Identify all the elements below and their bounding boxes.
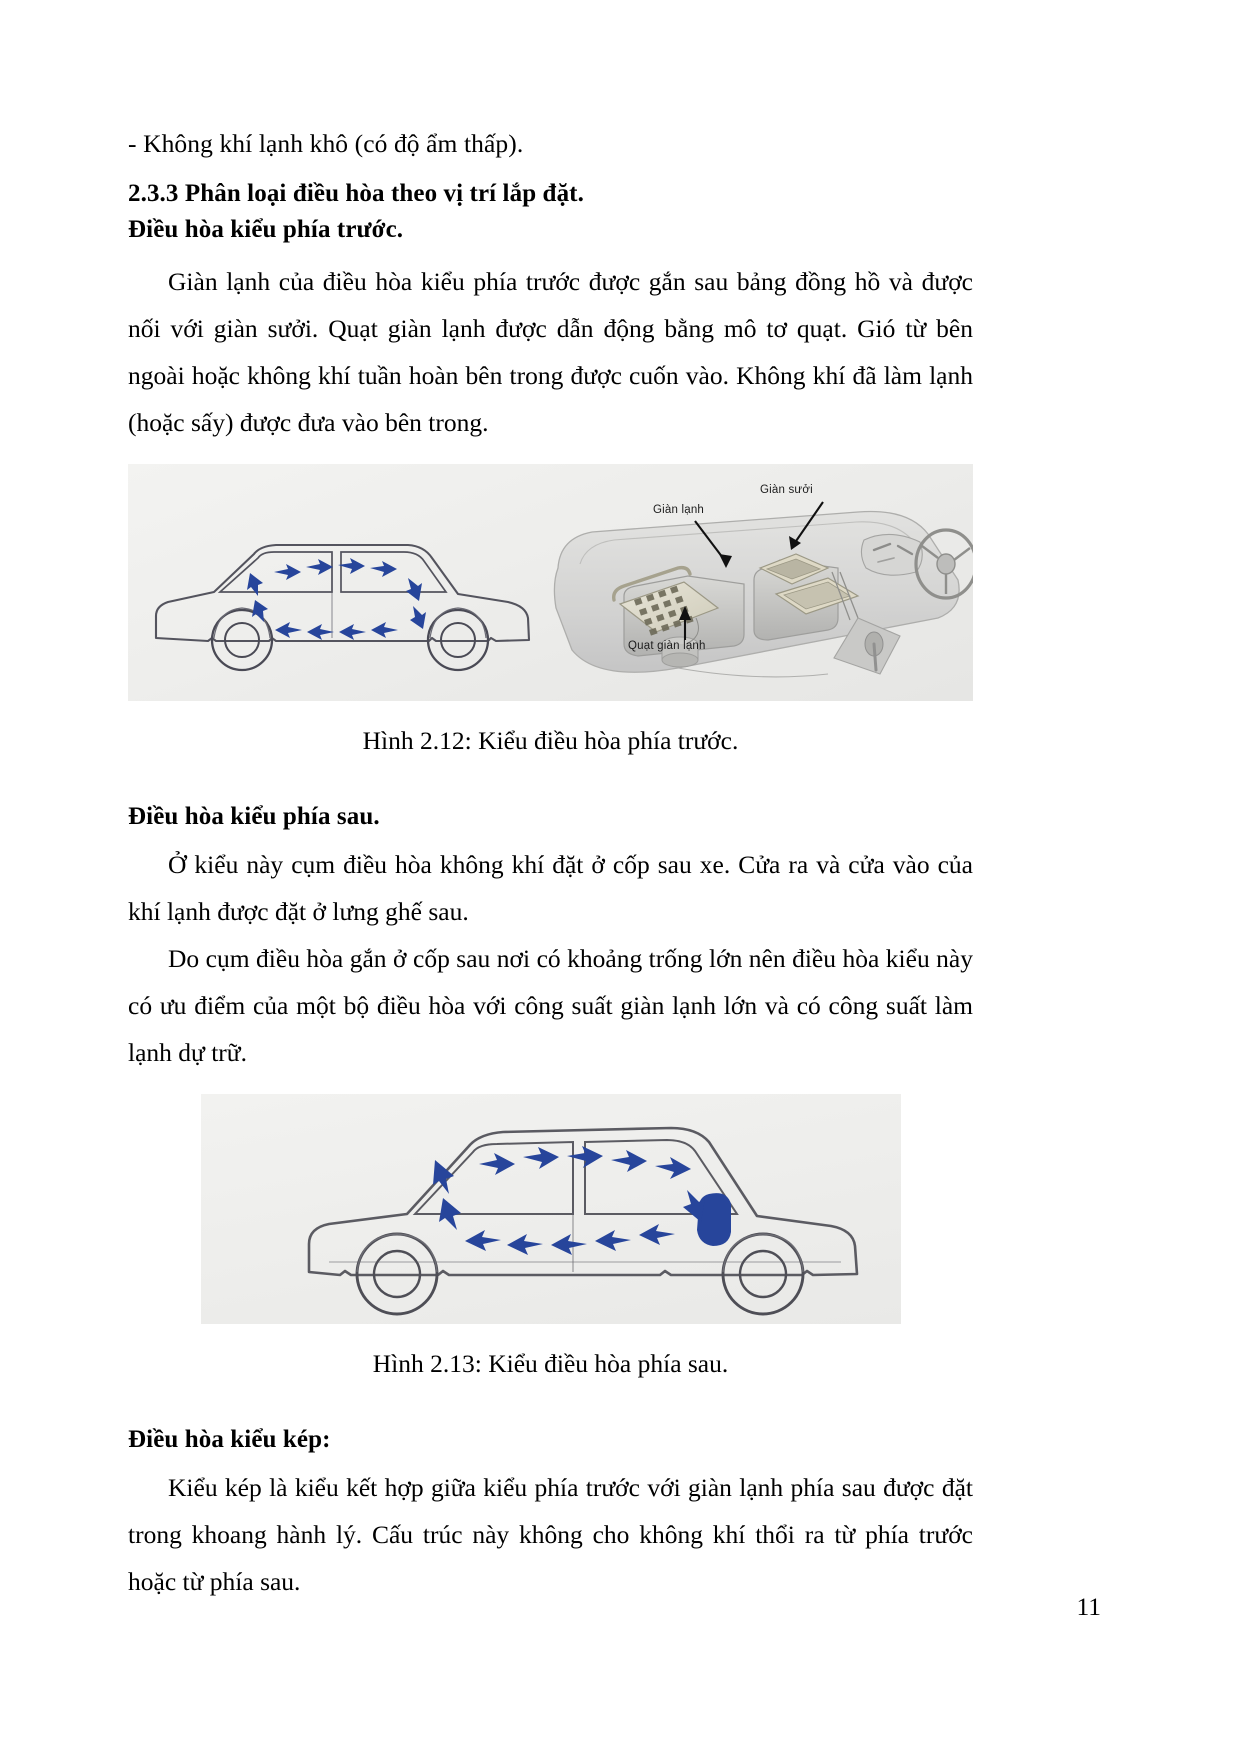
figure-2-12-leader-lines — [128, 464, 973, 701]
figure-2-12-label-blower: Quạt giàn lạnh — [628, 640, 706, 652]
paragraph-rear-1: Ở kiểu này cụm điều hòa không khí đặt ở cốp sau xe. Cửa ra và cửa vào của khí lạnh được đặt ở lưng ghế sau. — [128, 850, 973, 926]
figure-2-12-caption: Hình 2.12: Kiểu điều hòa phía trước. — [362, 726, 739, 755]
paragraph-front-type: Giàn lạnh của điều hòa kiểu phía trước được gắn sau bảng đồng hồ và được nối với giàn sưởi. Quạt giàn lạnh được dẫn động bằng mô tơ quạt. Gió từ bên ngoài hoặc không khí tuần hoàn bên trong được cuốn vào. Không khí đã làm lạnh (hoặc sấy) được đưa vào bên trong. — [128, 267, 973, 437]
figure-2-12-label-evaporator: Giàn lạnh — [653, 504, 705, 516]
page-number: 11 — [1076, 1592, 1101, 1621]
subheading-front-type: Điều hòa kiểu phía trước. — [128, 216, 404, 243]
paragraph-dual-type: Kiểu kép là kiểu kết hợp giữa kiểu phía trước với giàn lạnh phía sau được đặt trong khoang hành lý. Cấu trúc này không cho không khí thổi ra từ phía trước hoặc từ phía sau. — [128, 1473, 973, 1596]
figure-2-13-caption: Hình 2.13: Kiểu điều hòa phía sau. — [372, 1349, 729, 1378]
figure-2-12-label-heater: Giàn sưởi — [760, 484, 813, 496]
subheading-rear-type: Điều hòa kiểu phía sau. — [128, 803, 380, 830]
airflow-arrows — [433, 1146, 705, 1255]
figure-2-13-car-diagram — [201, 1094, 901, 1324]
page-content — [128, 122, 973, 1605]
section-heading-233: 2.3.3 Phân loại điều hòa theo vị trí lắp đặt. — [128, 180, 584, 207]
paragraph-rear-2: Do cụm điều hòa gắn ở cốp sau nơi có khoảng trống lớn nên điều hòa kiểu này có ưu điểm của một bộ điều hòa với công suất giàn lạnh lớn và có công suất làm lạnh dự trữ. — [128, 944, 973, 1067]
intro-line: - Không khí lạnh khô (có độ ẩm thấp). — [128, 129, 524, 158]
figure-2-13 — [201, 1094, 901, 1324]
subheading-dual-type: Điều hòa kiểu kép: — [128, 1426, 331, 1453]
figure-2-12 — [128, 464, 973, 701]
